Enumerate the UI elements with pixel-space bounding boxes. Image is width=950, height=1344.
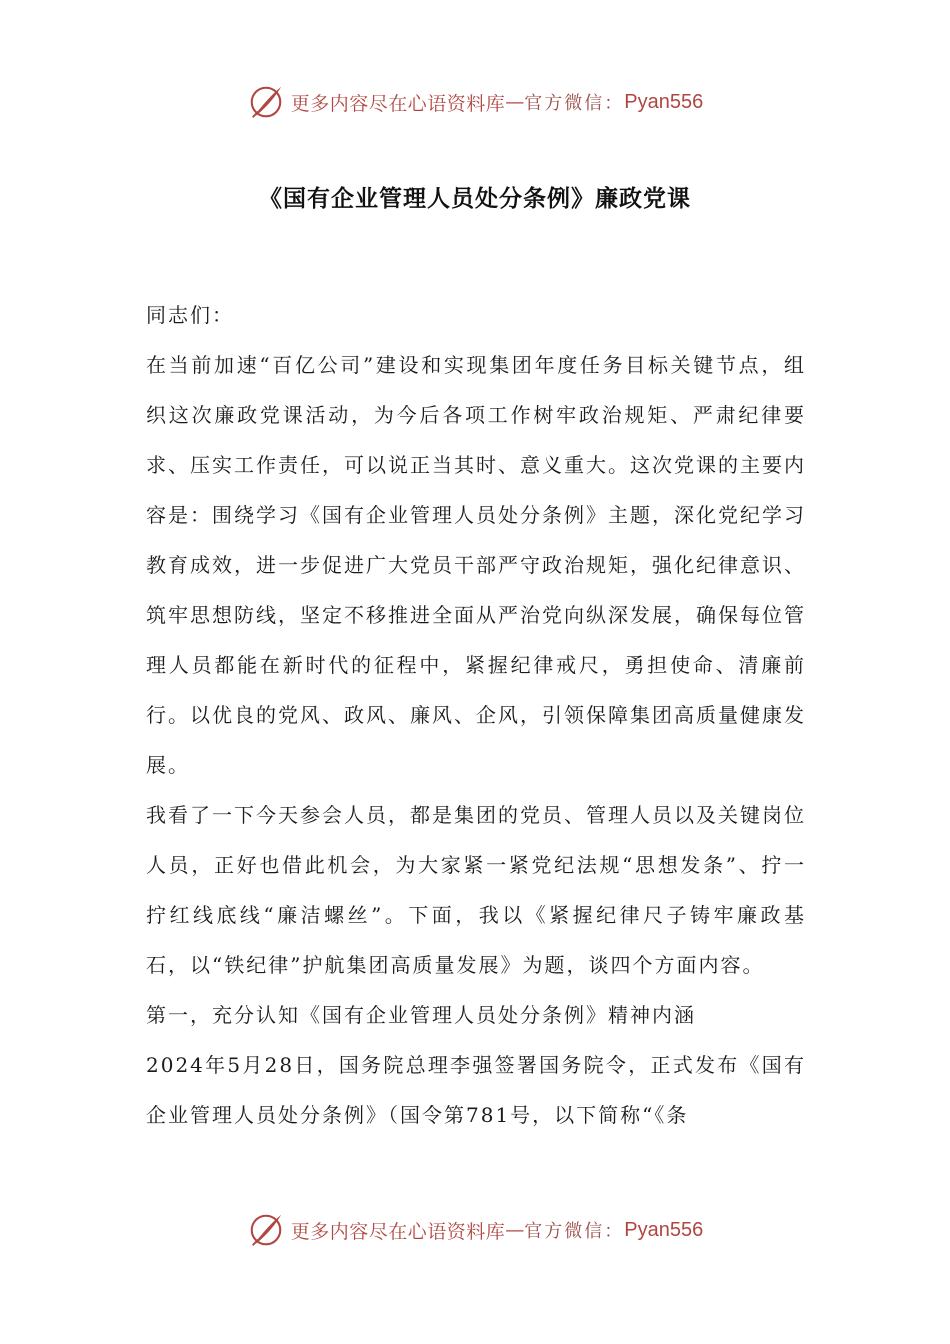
- banner-wechat-id: Pyan556: [624, 90, 704, 113]
- paragraph-section-one-body: 2024年5月28日，国务院总理李强签署国务院令，正式发布《国有企业管理人员处分条例》（国令第781号，以下简称“《条: [146, 1053, 806, 1127]
- paragraph-salutation: 同志们：: [146, 303, 234, 327]
- footer-banner: [0, 1210, 950, 1250]
- banner-brand-text: 更多内容尽在心语资料库: [290, 92, 506, 115]
- banner-separator: —: [505, 91, 525, 113]
- header-banner: [0, 82, 950, 122]
- quill-pen-logo-icon: [247, 1211, 285, 1249]
- banner-brand-text: 更多内容尽在心语资料库: [290, 1220, 506, 1243]
- banner-wechat-id: Pyan556: [624, 1218, 704, 1241]
- paragraph-intro: 在当前加速“百亿公司”建设和实现集团年度任务目标关键节点，组织这次廉政党课活动，为今后各项工作树牢政治规矩、严肃纪律要求、压实工作责任，可以说正当其时、意义重大。这次党课的主要内容是：围绕学习《国有企业管理人员处分条例》主题，深化党纪学习教育成效，进一步促进广大党员干部严守政治规矩，强化纪律意识、筑牢思想防线，坚定不移推进全面从严治党向纵深发展，确保每位管理人员都能在新时代的征程中，紧握纪律戒尺，勇担使命、清廉前行。以优良的党风、政风、廉风、企风，引领保障集团高质量健康发展。: [146, 353, 806, 777]
- banner-official-label: 官方微信：: [524, 1221, 625, 1242]
- document-body: [146, 290, 806, 1140]
- document-title: 《国有企业管理人员处分条例》廉政党课: [259, 186, 691, 212]
- banner-separator: —: [505, 1219, 525, 1241]
- paragraph-section-one-heading: 第一，充分认知《国有企业管理人员处分条例》精神内涵: [146, 1003, 696, 1027]
- quill-pen-logo-icon: [247, 83, 285, 121]
- paragraph-audience: 我看了一下今天参会人员，都是集团的党员、管理人员以及关键岗位人员，正好也借此机会，为大家紧一紧党纪法规“思想发条”、拧一拧红线底线“廉洁螺丝”。下面，我以《紧握纪律尺子铸牢廉政基石，以“铁纪律”护航集团高质量发展》为题，谈四个方面内容。: [146, 803, 806, 977]
- banner-official-label: 官方微信：: [524, 93, 625, 114]
